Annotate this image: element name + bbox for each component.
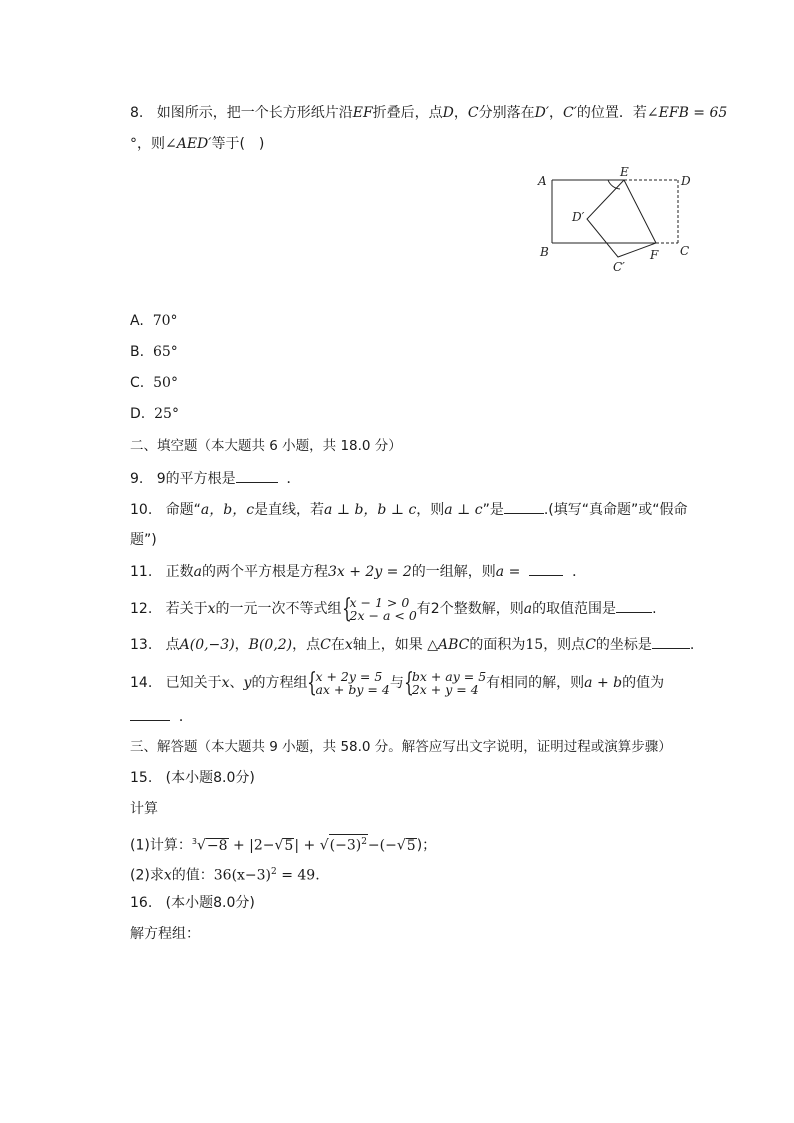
fold-figure [530,165,710,275]
q16-header: 16. (本小题8.0分) [130,895,255,911]
section-2-heading: 二、填空题（本大题共 6 小题，共 18.0 分） [130,438,402,454]
angle-arc [608,180,620,189]
equation-system-1: { x + 2y = 5 ax + by = 4 [307,668,390,698]
q15-part2: (2)求x的值：$36(x-3)^2 = 49$. [130,867,320,884]
q15-part1: (1)计算：$^3√-8 + |2-√5| + √(-3)^2-(-√5)$； [130,832,436,856]
q8-line1: 8. 如图所示，把一个长方形纸片沿EF折叠后，点D，C分别落在D′，C′的位置．若∠EFB = 65 [130,105,728,121]
label-f: F [650,248,659,262]
label-d: D [681,174,691,188]
label-d1: D′ [572,210,585,224]
answer-blank[interactable] [529,561,563,576]
option-b: B. 65° [130,344,178,360]
section-3-heading: 三、解答题（本大题共 9 小题，共 58.0 分。解答应写出文字说明，证明过程或演算步骤） [130,739,672,755]
q14-line1: 14. 已知关于x、y的方程组 { x + 2y = 5 ax + by = 4 与 { bx + ay = 5 2x + y = 4 有相同的解，则a + b的值为 [130,668,665,698]
label-e: E [620,165,629,179]
q15-header: 15. (本小题8.0分) [130,770,255,786]
answer-blank[interactable] [504,499,544,514]
folded-part [587,180,656,257]
label-c1: C′ [613,260,625,274]
q11: 11. 正数a的两个平方根是方程3x + 2y = 2的一组解，则a = ． [130,561,586,582]
answer-blank[interactable] [130,706,170,721]
option-d: D. 25° [130,406,179,422]
inequality-system: { x − 1 > 0 2x − a < 0 [341,594,417,624]
equation-system-2: { bx + ay = 5 2x + y = 4 [403,668,487,698]
q8-line2: °，则∠AED′等于( ) [130,136,265,152]
answer-blank[interactable] [236,468,278,483]
q15-title: 计算 [130,801,158,817]
q9: 9. 9的平方根是 ． [130,468,301,489]
q13: 13. 点A(0,−3)，B(0,2)，点C在x轴上，如果 △ABC的面积为15，则点C的坐标是 . [130,634,694,655]
q10-line1: 10. 命题“a，b，c是直线，若a ⊥ b，b ⊥ c，则a ⊥ c”是 .(填写“真命题”或“假命 [130,499,688,520]
q10-line2: 题”) [130,532,157,548]
q12: 12. 若关于x的一元一次不等式组 { x − 1 > 0 2x − a < 0 有2个整数解，则a的取值范围是 . [130,594,657,624]
answer-blank[interactable] [652,634,690,649]
q14-line2: ． [130,706,193,727]
option-c: C. 50° [130,375,178,391]
option-a: A. 70° [130,313,178,329]
label-b: B [540,245,549,259]
label-a: A [538,174,547,188]
label-c: C [680,244,690,258]
answer-blank[interactable] [616,598,652,613]
q16-title: 解方程组： [130,926,200,942]
